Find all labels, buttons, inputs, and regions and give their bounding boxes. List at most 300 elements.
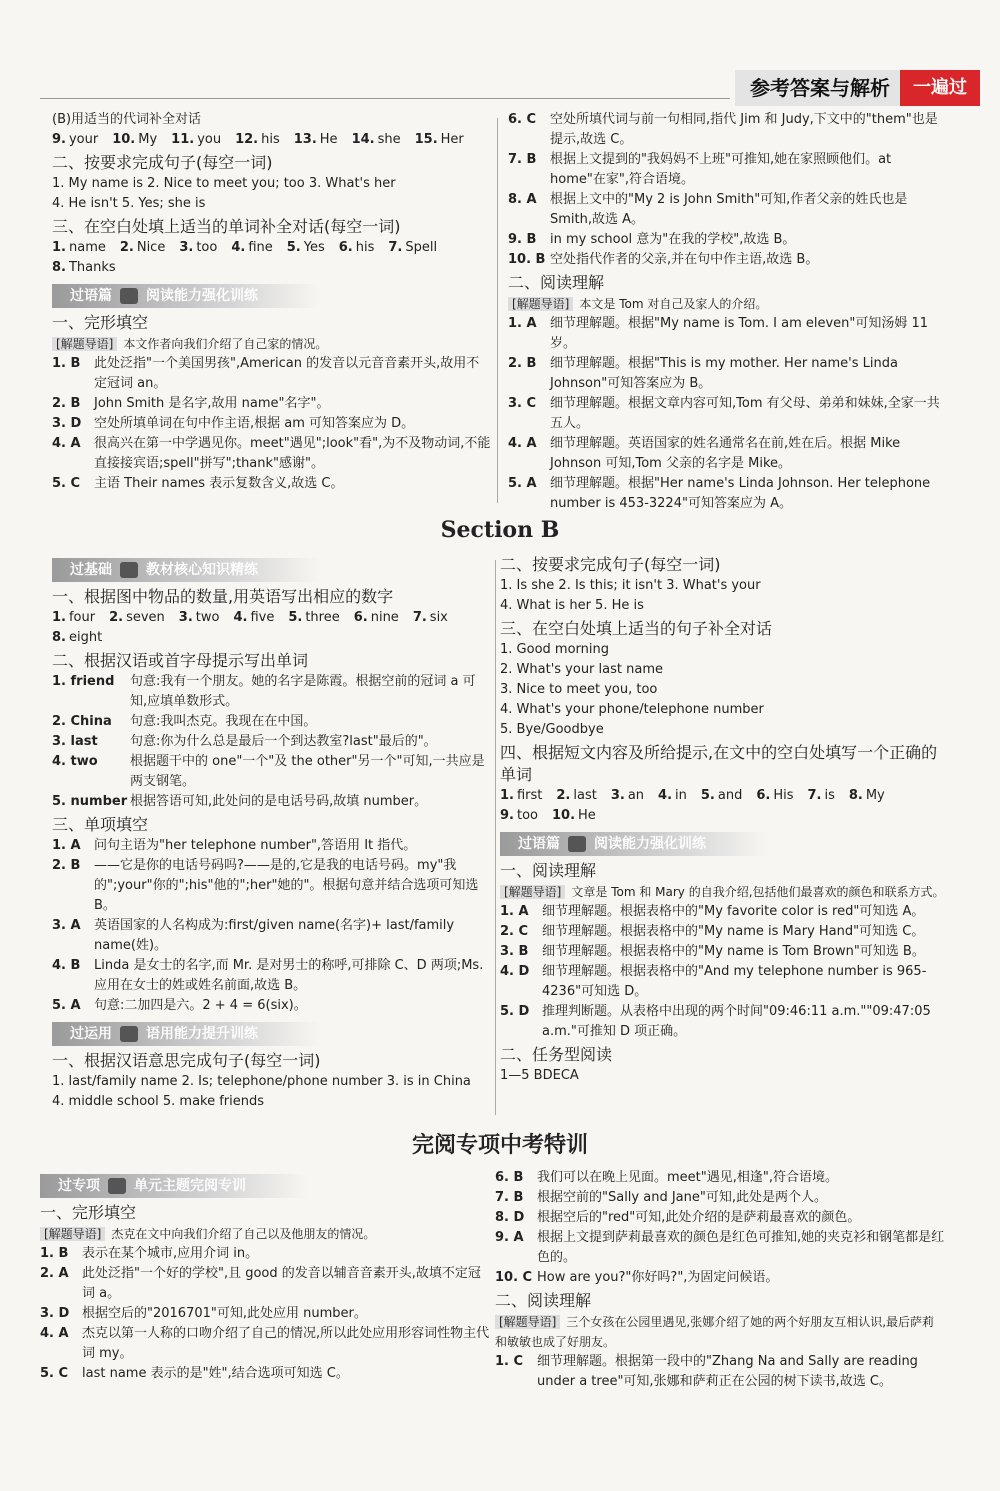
answer-explanation: 句意:你为什么总是最后一个到达教室?last"最后的"。 <box>130 734 437 749</box>
answer-line: 4. What is her 5. He is <box>500 598 644 613</box>
banner-label: 阅读能力强化训练 <box>594 836 706 852</box>
answer-row <box>40 1264 490 1304</box>
answer-key: 10. C <box>495 1270 533 1285</box>
banner-tag: 过语篇 <box>518 836 560 852</box>
guide-label: [解题导语] <box>500 885 565 899</box>
item-number: 7. <box>807 788 822 803</box>
answer-explanation: 细节理解题。根据"This is my mother. Her name's Linda Johnson"可知答案应为 B。 <box>550 356 898 391</box>
answer-key: 4. D <box>500 964 530 979</box>
answer-item <box>52 238 106 258</box>
answer-row <box>508 394 948 434</box>
item-answer: Nice <box>136 240 166 255</box>
answer-item <box>552 806 596 826</box>
item-number: 2. <box>109 610 124 625</box>
section-heading: 一、阅读理解 <box>500 861 597 880</box>
item-number: 4. <box>233 610 248 625</box>
answer-row <box>52 414 492 434</box>
item-answer: My <box>865 788 885 803</box>
section-heading: 一、根据汉语意思完成句子(每空一词) <box>52 1051 321 1070</box>
guide-note <box>495 1312 945 1352</box>
answer-line: 1. Good morning <box>500 642 609 657</box>
answer-row <box>495 1188 945 1208</box>
guide-label: [解题导语] <box>52 337 117 351</box>
answer-row <box>500 1002 950 1042</box>
answer-item <box>233 608 274 628</box>
answer-explanation: 表示在某个城市,应用介词 in。 <box>82 1246 259 1261</box>
item-number: 3. <box>178 610 193 625</box>
answer-item <box>179 238 217 258</box>
item-answer: Thanks <box>68 260 116 275</box>
answer-item <box>231 238 272 258</box>
answer-row <box>52 836 492 856</box>
answer-line: 3. Nice to meet you, too <box>500 682 658 697</box>
item-number: 12. <box>235 132 259 147</box>
item-answer: last <box>573 788 597 803</box>
guide-text: 文章是 Tom 和 Mary 的自我介绍,包括他们最喜欢的颜色和联系方式。 <box>571 885 945 899</box>
answer-row <box>40 1364 490 1384</box>
answer-key: 8. D <box>495 1210 525 1225</box>
answer-explanation: 细节理解题。根据"Her name's Linda Johnson. Her telephone number is 453-3224"可知答案应为 A。 <box>550 476 931 511</box>
answer-row <box>52 712 492 732</box>
answer-key: 2. B <box>508 356 537 371</box>
section-heading: 二、阅读理解 <box>495 1291 592 1310</box>
answer-explanation: 空处所填单词在句中作主语,根据 am 可知答案应为 D。 <box>94 416 415 431</box>
answer-explanations <box>52 836 492 1016</box>
special-right-column <box>495 1168 945 1392</box>
item-number: 6. <box>756 788 771 803</box>
item-number: 3. <box>179 240 194 255</box>
answer-row <box>508 354 948 394</box>
item-answer: in <box>675 788 687 803</box>
banner-tag: 过语篇 <box>70 288 112 304</box>
answer-item <box>701 786 742 806</box>
answer-line: 5. Bye/Goodbye <box>500 722 604 737</box>
answer-explanation: in my school 意为"在我的学校",故选 B。 <box>550 232 796 247</box>
answer-row <box>508 150 948 190</box>
item-number: 10. <box>552 808 576 823</box>
answer-row <box>52 732 492 752</box>
item-answer: eight <box>68 630 103 645</box>
section-heading: 二、根据汉语或首字母提示写出单词 <box>52 651 309 670</box>
answer-item <box>294 130 338 150</box>
answer-explanation: 根据上文提到的"我妈妈不上班"可推知,她在家照顾他们。at home"在家",符合语境。 <box>550 152 892 187</box>
item-answer: four <box>68 610 96 625</box>
item-number: 7. <box>412 610 427 625</box>
answer-line: 4. He isn't 5. Yes; she is <box>52 196 206 211</box>
item-number: 3. <box>610 788 625 803</box>
answer-item <box>339 238 375 258</box>
target-icon <box>108 1178 126 1194</box>
item-answer: Her <box>440 132 464 147</box>
column-divider <box>495 560 496 1115</box>
special-section-title: 完阅专项中考特训 <box>411 1133 588 1158</box>
answer-key: 5. C <box>40 1366 69 1381</box>
answer-key: 5. D <box>500 1004 530 1019</box>
item-answer: His <box>773 788 794 803</box>
guide-text: 本文是 Tom 对自己及家人的介绍。 <box>579 297 768 311</box>
section-a-right-column <box>508 110 948 514</box>
item-number: 6. <box>338 240 353 255</box>
answer-key: 2. B <box>52 858 81 873</box>
item-answer: My <box>138 132 158 147</box>
section-a-left-column <box>52 110 492 494</box>
item-answer: two <box>195 610 220 625</box>
answer-item <box>354 608 399 628</box>
answer-item <box>413 608 448 628</box>
answer-row <box>495 1168 945 1188</box>
item-number: 1. <box>500 788 514 803</box>
item-number: 7. <box>388 240 403 255</box>
item-number: 8. <box>52 260 66 275</box>
answer-row <box>52 792 492 812</box>
item-answer: too <box>516 808 538 823</box>
banner-tag: 过专项 <box>58 1178 100 1194</box>
book-icon <box>568 836 586 852</box>
guide-note <box>508 294 948 314</box>
brand-logo: 一遍过 <box>900 70 980 106</box>
answer-explanation: 细节理解题。根据"My name is Tom. I am eleven"可知汤姆 11 岁。 <box>550 316 929 351</box>
item-number: 2. <box>119 240 134 255</box>
item-answer: an <box>627 788 645 803</box>
item-number: 5. <box>700 788 715 803</box>
item-answer: his <box>261 132 280 147</box>
answer-row <box>40 1324 490 1364</box>
answer-explanation: 此处泛指"一个美国男孩",American 的发音以元音音素开头,故用不定冠词 an。 <box>94 356 480 391</box>
answer-row <box>495 1352 945 1392</box>
section-heading: 一、完形填空 <box>40 1203 137 1222</box>
section-heading: 一、根据图中物品的数量,用英语写出相应的数字 <box>52 587 394 606</box>
item-number: 1. <box>52 610 66 625</box>
answer-line: 2. What's your last name <box>500 662 663 677</box>
answer-explanations <box>495 1352 945 1392</box>
answer-key: 8. A <box>508 192 537 207</box>
answer-key: 5. A <box>52 998 81 1013</box>
answer-row <box>52 856 492 916</box>
answer-explanation: 主语 Their names 表示复数含义,故选 C。 <box>94 476 344 491</box>
answer-key: 7. B <box>495 1190 524 1205</box>
item-answer: He <box>319 132 338 147</box>
item-number: 2. <box>556 788 571 803</box>
answer-item <box>388 238 437 258</box>
section-heading: 二、任务型阅读 <box>500 1045 613 1064</box>
answer-explanation: ——它是你的电话号码吗?——是的,它是我的电话号码。my"我的";your"你的";his"他的";her"她的"。根据句意并结合选项可知选 B。 <box>94 858 479 913</box>
answer-item <box>756 786 793 806</box>
answer-key: 1. A <box>508 316 537 331</box>
guide-label: [解题导语] <box>40 1227 105 1241</box>
item-answer: she <box>377 132 401 147</box>
item-answer: seven <box>126 610 165 625</box>
answer-key: 10. B <box>508 252 546 267</box>
item-number: 8. <box>52 630 66 645</box>
answer-list <box>500 786 950 826</box>
section-heading: 三、在空白处填上适当的单词补全对话(每空一词) <box>52 217 401 236</box>
answer-explanation: 根据题干中的 one"一个"及 the other"另一个"可知,一共应是两支钢笔。 <box>130 754 485 789</box>
answer-row <box>508 434 948 474</box>
answer-row <box>52 394 492 414</box>
item-number: 4. <box>658 788 673 803</box>
answer-row <box>500 902 950 922</box>
answer-row <box>52 354 492 394</box>
answer-explanations <box>508 110 948 270</box>
banner-tag: 过运用 <box>70 1026 112 1042</box>
answer-key: 3. A <box>52 918 81 933</box>
answer-row <box>500 942 950 962</box>
answer-key: 1. friend <box>52 674 115 689</box>
item-answer: and <box>717 788 743 803</box>
answer-row <box>52 956 492 996</box>
section-b-right-column <box>500 552 950 1086</box>
answer-item <box>171 130 221 150</box>
answer-row <box>40 1244 490 1264</box>
answer-key: 1. B <box>52 356 81 371</box>
answer-explanations <box>495 1168 945 1288</box>
guide-note <box>52 334 492 354</box>
answer-key: 3. D <box>40 1306 70 1321</box>
item-answer: too <box>196 240 218 255</box>
item-answer: five <box>250 610 275 625</box>
answer-list <box>52 608 492 648</box>
answer-item <box>52 258 116 278</box>
answer-explanation: 推理判断题。从表格中出现的两个时间"09:46:11 a.m.""09:47:05 a.m."可推知 D 项正确。 <box>542 1004 931 1039</box>
item-number: 8. <box>848 788 863 803</box>
guide-label: [解题导语] <box>508 297 573 311</box>
answer-list <box>52 130 492 150</box>
section-heading: 四、根据短文内容及所给提示,在文中的空白处填写一个正确的单词 <box>500 743 938 784</box>
item-answer: nine <box>370 610 399 625</box>
guide-text: 本文作者向我们介绍了自己家的情况。 <box>123 337 328 351</box>
answer-row <box>508 190 948 230</box>
answer-item <box>807 786 834 806</box>
answer-row <box>52 752 492 792</box>
answer-line: 4. What's your phone/telephone number <box>500 702 764 717</box>
item-number: 1. <box>52 240 66 255</box>
answer-explanation: 很高兴在第一中学遇见你。meet"遇见";look"看",为不及物动词,不能直接接宾语;spell"拼写";thank"感谢"。 <box>94 436 491 471</box>
item-answer: three <box>305 610 340 625</box>
answer-row <box>495 1228 945 1268</box>
item-number: 5. <box>288 610 303 625</box>
section-b-title: Section B <box>440 517 560 543</box>
guide-note <box>40 1224 490 1244</box>
answer-explanation: 句意:二加四是六。2 + 4 = 6(six)。 <box>94 998 307 1013</box>
answer-key: 9. A <box>495 1230 524 1245</box>
building-icon <box>120 1026 138 1042</box>
answer-explanations <box>40 1244 490 1384</box>
answer-explanations <box>500 902 950 1042</box>
answer-key: 2. China <box>52 714 112 729</box>
item-answer: He <box>578 808 596 823</box>
item-answer: Yes <box>303 240 325 255</box>
answer-key: 2. C <box>500 924 529 939</box>
section-heading: 三、单项填空 <box>52 815 149 834</box>
answer-explanations <box>52 354 492 494</box>
answer-line: 1. last/family name 2. Is; telephone/phone number 3. is in China <box>52 1074 471 1089</box>
subsection-title: (B)用适当的代词补全对话 <box>52 112 202 127</box>
section-b-left-column <box>52 552 492 1112</box>
answer-key: 6. B <box>495 1170 524 1185</box>
item-answer: Spell <box>405 240 438 255</box>
answer-item <box>52 608 95 628</box>
answer-row <box>52 672 492 712</box>
answer-explanation: 英语国家的人名构成为:first/given name(名字)+ last/family name(姓)。 <box>94 918 455 953</box>
answer-item <box>287 238 325 258</box>
header-rule <box>40 98 730 99</box>
answer-item <box>849 786 885 806</box>
answer-key: 2. B <box>52 396 81 411</box>
answer-row <box>508 474 948 514</box>
answer-row <box>52 996 492 1016</box>
item-answer: is <box>824 788 835 803</box>
column-divider <box>497 118 498 503</box>
answer-explanation: 根据空后的"2016701"可知,此处应用 number。 <box>82 1306 367 1321</box>
answer-item <box>235 130 280 150</box>
answer-row <box>500 922 950 942</box>
guide-label: [解题导语] <box>495 1315 560 1329</box>
answer-explanation: 根据空前的"Sally and Jane"可知,此处是两个人。 <box>537 1190 827 1205</box>
answer-row <box>40 1304 490 1324</box>
answer-item <box>52 628 102 648</box>
guide-note <box>500 882 950 902</box>
item-number: 10. <box>112 132 136 147</box>
answer-explanation: 根据上文中的"My 2 is John Smith"可知,作者父亲的姓氏也是 Smith,故选 A。 <box>550 192 908 227</box>
section-banner <box>52 284 320 308</box>
answer-explanation: 空处指代作者的父亲,并在句中作主语,故选 B。 <box>550 252 819 267</box>
banner-label: 阅读能力强化训练 <box>146 288 258 304</box>
answer-row <box>52 474 492 494</box>
notebook-icon <box>120 562 138 578</box>
guide-text: 杰克在文中向我们介绍了自己以及他朋友的情况。 <box>111 1227 376 1241</box>
answer-key: 1. B <box>40 1246 69 1261</box>
section-heading: 一、完形填空 <box>52 313 149 332</box>
answer-key: 1. C <box>495 1354 524 1369</box>
answer-item <box>611 786 644 806</box>
answer-key: 4. B <box>52 958 81 973</box>
item-answer: name <box>68 240 106 255</box>
item-answer: you <box>197 132 222 147</box>
answer-row <box>508 230 948 250</box>
answer-key: 4. A <box>508 436 537 451</box>
item-number: 9. <box>52 132 66 147</box>
item-number: 15. <box>414 132 438 147</box>
answer-item <box>658 786 687 806</box>
answer-explanation: 细节理解题。根据表格中的"And my telephone number is 965-4236"可知选 D。 <box>542 964 927 999</box>
answer-key: 4. two <box>52 754 98 769</box>
answer-key: 3. C <box>508 396 537 411</box>
answer-explanation: 空处所填代词与前一句相同,指代 Jim 和 Judy,下文中的"them"也是提示,故选 C。 <box>550 112 938 147</box>
answer-explanations <box>52 672 492 812</box>
answer-row <box>500 962 950 1002</box>
answer-key: 3. B <box>500 944 529 959</box>
book-icon <box>120 288 138 304</box>
answer-key: 3. D <box>52 416 82 431</box>
section-banner <box>40 1174 308 1198</box>
answer-explanation: 细节理解题。根据表格中的"My name is Tom Brown"可知选 B。 <box>542 944 925 959</box>
answer-item <box>556 786 596 806</box>
section-heading: 三、在空白处填上适当的句子补全对话 <box>500 619 773 638</box>
item-number: 9. <box>500 808 514 823</box>
section-banner <box>52 558 320 582</box>
answer-line: 1. Is she 2. Is this; it isn't 3. What's your <box>500 578 761 593</box>
answer-explanation: 根据答语可知,此处问的是电话号码,故填 number。 <box>130 794 428 809</box>
item-number: 4. <box>231 240 246 255</box>
item-number: 5. <box>286 240 301 255</box>
answer-key: 9. B <box>508 232 537 247</box>
answer-key: 4. A <box>40 1326 69 1341</box>
item-answer: his <box>355 240 375 255</box>
answer-key: 5. number <box>52 794 128 809</box>
answer-key: 7. B <box>508 152 537 167</box>
answer-key: 5. A <box>508 476 537 491</box>
item-answer: six <box>429 610 448 625</box>
answer-explanation: 细节理解题。根据文章内容可知,Tom 有父母、弟弟和妹妹,全家一共五人。 <box>550 396 940 431</box>
answer-item <box>112 130 157 150</box>
answer-line: 1—5 BDECA <box>500 1068 579 1083</box>
answer-explanation: 细节理解题。根据表格中的"My favorite color is red"可知选 A。 <box>542 904 925 919</box>
answer-row <box>52 434 492 474</box>
answer-row <box>495 1268 945 1288</box>
answer-explanation: 此处泛指"一个好的学校",且 good 的发音以辅音音素开头,故填不定冠词 a。 <box>82 1266 481 1301</box>
answer-explanations <box>508 314 948 514</box>
section-heading: 二、按要求完成句子(每空一词) <box>52 153 273 172</box>
section-heading: 二、阅读理解 <box>508 273 605 292</box>
special-left-column <box>40 1168 490 1384</box>
item-number: 6. <box>353 610 368 625</box>
answer-key: 1. A <box>52 838 81 853</box>
banner-label: 语用能力提升训练 <box>146 1026 258 1042</box>
answer-item <box>288 608 339 628</box>
answer-key: 6. C <box>508 112 537 127</box>
item-answer: first <box>516 788 543 803</box>
answer-item <box>500 786 542 806</box>
banner-label: 教材核心知识精练 <box>146 562 258 578</box>
answer-key: 4. A <box>52 436 81 451</box>
answer-explanation: How are you?"你好吗?",为固定问候语。 <box>537 1270 779 1285</box>
answer-key: 1. A <box>500 904 529 919</box>
item-answer: fine <box>248 240 273 255</box>
section-banner <box>52 1022 320 1046</box>
answer-explanation: 根据空后的"red"可知,此处介绍的是萨莉最喜欢的颜色。 <box>537 1210 861 1225</box>
answer-explanation: 句意:我有一个朋友。她的名字是陈霞。根据空前的冠词 a 可知,应填单数形式。 <box>130 674 476 709</box>
answer-explanation: 细节理解题。根据第一段中的"Zhang Na and Sally are reading under a tree"可知,张娜和萨莉正在公园的树下读书,故选 C。 <box>537 1354 918 1389</box>
answer-line: 4. middle school 5. make friends <box>52 1094 265 1109</box>
answer-explanation: 问句主语为"her telephone number",答语用 It 指代。 <box>94 838 417 853</box>
answer-key: 3. last <box>52 734 98 749</box>
answer-item <box>109 608 165 628</box>
answer-explanation: 句意:我叫杰克。我现在在中国。 <box>130 714 317 729</box>
answer-explanation: 根据上文提到萨莉最喜欢的颜色是红色可推知,她的夹克衫和钢笔都是红色的。 <box>537 1230 945 1265</box>
answer-line: 1. My name is 2. Nice to meet you; too 3. What's her <box>52 176 396 191</box>
guide-text: 三个女孩在公园里遇见,张娜介绍了她的两个好朋友互相认识,最后萨莉和敏敏也成了好朋友。 <box>495 1315 935 1349</box>
answer-explanation: Linda 是女士的名字,而 Mr. 是对男士的称呼,可排除 C、D 两项;Ms. 应用在女士的姓或姓名前面,故选 B。 <box>94 958 484 993</box>
banner-tag: 过基础 <box>70 562 112 578</box>
banner-label: 单元主题完阅专训 <box>134 1178 246 1194</box>
answer-explanation: 杰克以第一人称的口吻介绍了自己的情况,所以此处应用形容词性物主代词 my。 <box>82 1326 490 1361</box>
answer-item <box>500 806 538 826</box>
answer-explanation: 细节理解题。英语国家的姓名通常名在前,姓在后。根据 Mike Johnson 可知,Tom 父亲的名字是 Mike。 <box>550 436 901 471</box>
item-number: 14. <box>351 132 375 147</box>
item-number: 13. <box>293 132 317 147</box>
answer-item <box>120 238 165 258</box>
answer-row <box>508 314 948 354</box>
answer-explanation: John Smith 是名字,故用 name"名字"。 <box>94 396 330 411</box>
section-banner <box>500 832 768 856</box>
answer-row <box>52 916 492 956</box>
section-heading: 二、按要求完成句子(每空一词) <box>500 555 721 574</box>
answer-row <box>495 1208 945 1228</box>
answer-row <box>508 110 948 150</box>
answer-explanation: last name 表示的是"姓",结合选项可知选 C。 <box>82 1366 349 1381</box>
item-answer: your <box>68 132 99 147</box>
answer-item <box>415 130 464 150</box>
